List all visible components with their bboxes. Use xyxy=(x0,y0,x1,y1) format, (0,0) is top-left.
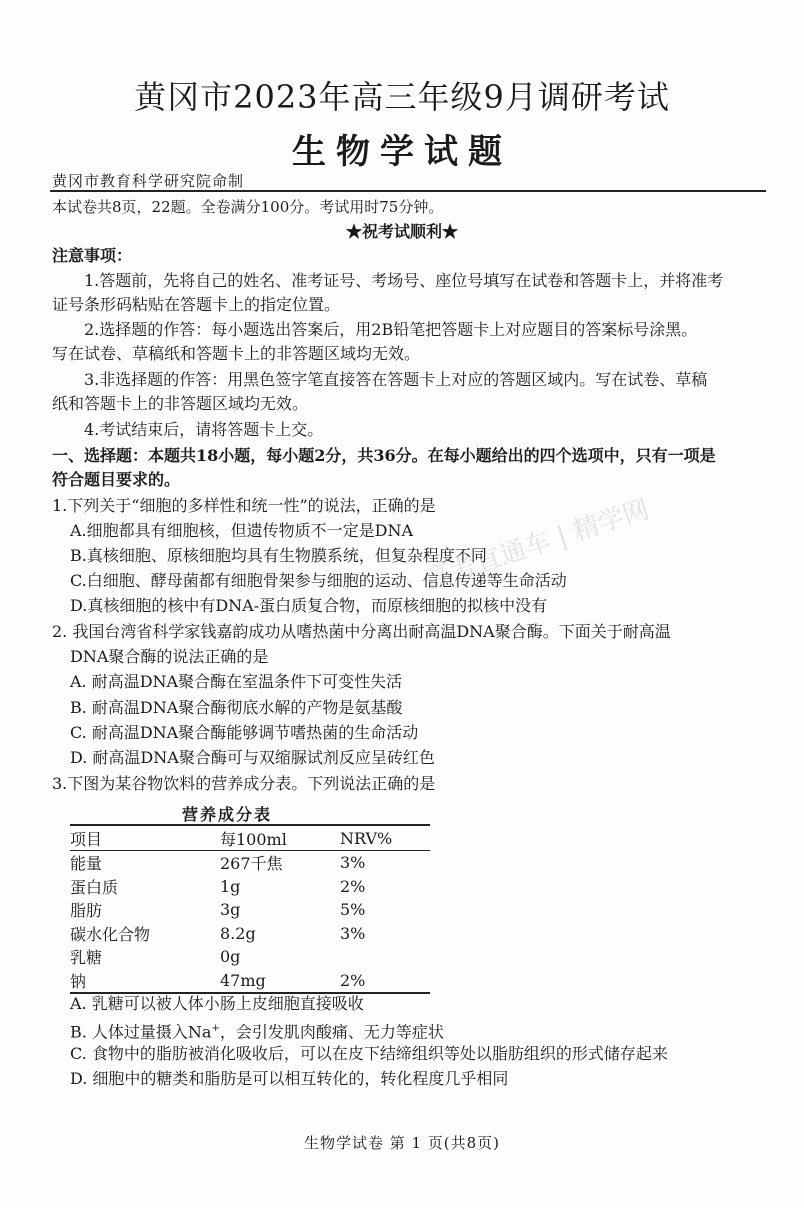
cell-amount: 0g xyxy=(220,947,241,967)
exam-title: 黄冈市2023年高三年级9月调研考试 xyxy=(134,78,670,116)
issuer-line: 黄冈市教育科学研究院命制 xyxy=(52,172,245,190)
cell-nrv: 3% xyxy=(340,853,366,873)
cell-nrv: 2% xyxy=(340,970,366,990)
cell-item: 脂肪 xyxy=(70,901,103,921)
page-footer: 生物学试卷 第 1 页(共8页) xyxy=(303,1134,501,1152)
cell-item: 能量 xyxy=(70,854,103,874)
q3-option-c: C. 食物中的脂肪被消化吸收后，可以在皮下结缔组织等处以脂肪组织的形式储存起来 xyxy=(70,1044,668,1063)
note-1a: 1.答题前，先将自己的姓名、准考证号、考场号、座位号填写在试卷和答题卡上，并将准考 xyxy=(84,271,724,290)
note-1b: 证号条形码粘贴在答题卡上的指定位置。 xyxy=(52,295,341,314)
note-3b: 纸和答题卡上的非答题区域均无效。 xyxy=(52,394,309,413)
nutrition-table-title: 营养成分表 xyxy=(182,805,273,824)
q2-option-c: C. 耐高温DNA聚合酶能够调节嗜热菌的生命活动 xyxy=(70,723,419,742)
note-2b: 写在试卷、草稿纸和答题卡上的非答题区域均无效。 xyxy=(52,344,421,363)
table-header-row xyxy=(70,825,430,851)
cell-nrv: 5% xyxy=(340,900,366,920)
blessing-line: ★祝考试顺利★ xyxy=(345,222,458,241)
note-2a: 2.选择题的作答：每小题选出答案后，用2B铅笔把答题卡上对应题目的答案标号涂黑。 xyxy=(84,320,698,339)
cell-nrv: 3% xyxy=(340,923,366,943)
q3-stem: 3.下图为某谷物饮料的营养成分表。下列说法正确的是 xyxy=(52,774,436,793)
cell-item: 蛋白质 xyxy=(70,877,119,897)
cell-nrv: 2% xyxy=(340,876,366,896)
note-3a: 3.非选择题的作答：用黑色签字笔直接答在答题卡上对应的答题区域内。写在试卷、草稿 xyxy=(84,370,708,389)
q1-option-b: B.真核细胞、原核细胞均具有生物膜系统，但复杂程度不同 xyxy=(70,546,487,565)
cell-amount: 47mg xyxy=(220,970,266,990)
subject-title: 生物学试题 xyxy=(292,132,512,172)
q2-stem-2: DNA聚合酶的说法正确的是 xyxy=(70,647,269,666)
cell-nrv xyxy=(340,945,430,969)
cell-amount: 267千焦 xyxy=(220,854,283,874)
table-row xyxy=(70,851,430,875)
cell-item: 钠 xyxy=(70,971,87,991)
header-divider xyxy=(50,190,766,192)
q3-option-a: A. 乳糖可以被人体小肠上皮细胞直接吸收 xyxy=(70,994,364,1013)
q3-option-b xyxy=(70,1017,444,1044)
cell-amount: 3g xyxy=(220,900,241,920)
col-header-per100ml: 每100ml xyxy=(220,829,287,849)
q1-option-c: C.白细胞、酵母菌都有细胞骨架参与细胞的运动、信息传递等生命活动 xyxy=(70,571,567,590)
q2-option-d: D. 耐高温DNA聚合酶可与双缩脲试剂反应呈砖红色 xyxy=(70,748,435,767)
q2-option-a: A. 耐高温DNA聚合酶在室温条件下可变性失活 xyxy=(70,672,403,691)
table-row xyxy=(70,945,430,969)
exam-info: 本试卷共8页，22题。全卷满分100分。考试用时75分钟。 xyxy=(52,198,444,216)
col-header-nrv: NRV% xyxy=(340,828,393,848)
notes-heading: 注意事项： xyxy=(52,246,133,265)
q1-stem: 1.下列关于“细胞的多样性和统一性”的说法，正确的是 xyxy=(52,496,436,515)
col-header-item: 项目 xyxy=(70,829,103,849)
q3-option-b-pre: B. 人体过量摄入Na xyxy=(70,1022,212,1042)
table-row xyxy=(70,875,430,899)
q1-option-d: D.真核细胞的核中有DNA-蛋白质复合物，而原核细胞的拟核中没有 xyxy=(70,596,548,615)
nutrition-table xyxy=(70,824,430,994)
table-row xyxy=(70,922,430,946)
q3-option-b-post: ，会引发肌肉酸痛、无力等症状 xyxy=(219,1022,444,1042)
watermark: 高考直通车 | 精学网 xyxy=(421,494,653,596)
q3-option-d: D. 细胞中的糖类和脂肪是可以相互转化的，转化程度几乎相同 xyxy=(70,1069,509,1088)
section-heading-2: 符合题目要求的。 xyxy=(52,470,181,489)
note-4: 4.考试结束后，请将答题卡上交。 xyxy=(84,420,324,439)
cell-amount: 8.2g xyxy=(220,923,256,943)
table-row xyxy=(70,898,430,922)
cell-item: 碳水化合物 xyxy=(70,924,151,944)
q2-option-b: B. 耐高温DNA聚合酶彻底水解的产物是氨基酸 xyxy=(70,698,403,717)
section-heading-1: 一、选择题：本题共18小题，每小题2分，共36分。在每小题给出的四个选项中，只有一项是 xyxy=(52,446,716,465)
sodium-charge: + xyxy=(211,1023,220,1034)
cell-item: 乳糖 xyxy=(70,948,103,968)
cell-amount: 1g xyxy=(220,876,241,896)
table-row xyxy=(70,969,430,994)
q2-stem-1: 2. 我国台湾省科学家钱嘉韵成功从嗜热菌中分离出耐高温DNA聚合酶。下面关于耐高温 xyxy=(52,622,671,641)
q1-option-a: A.细胞都具有细胞核，但遗传物质不一定是DNA xyxy=(70,521,414,540)
